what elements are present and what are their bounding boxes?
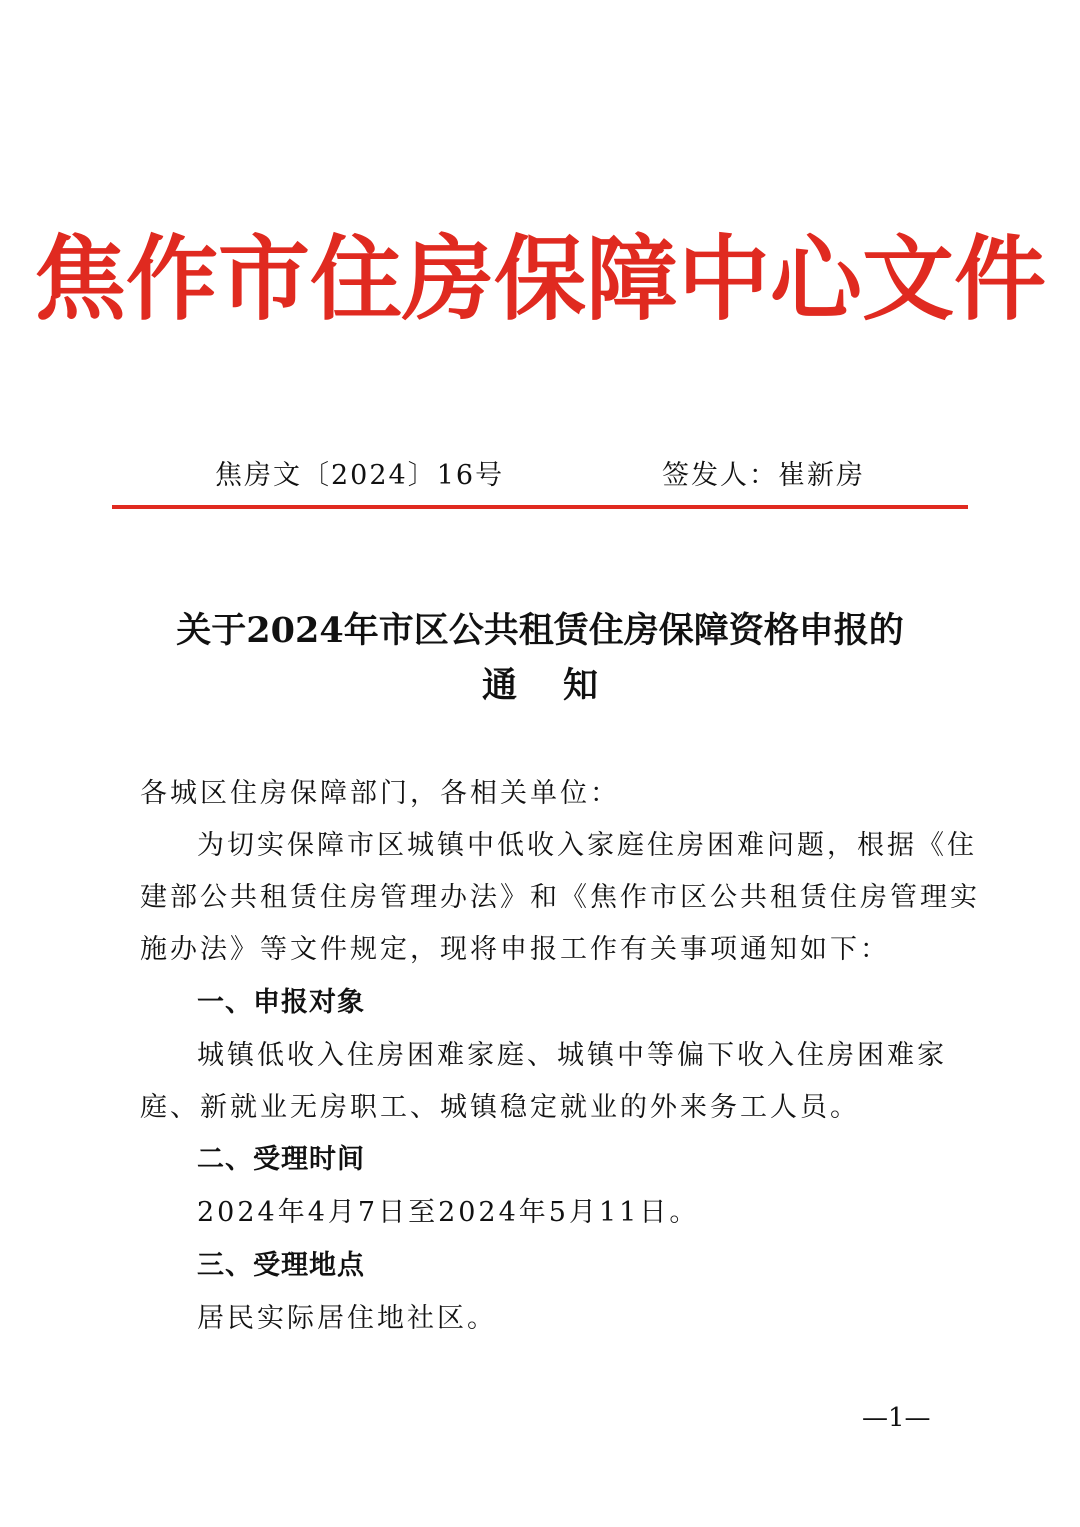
document-masthead: 焦作市住房保障中心文件 — [33, 226, 1046, 333]
section-text-line: 居民实际居住地社区。 — [197, 1303, 497, 1334]
salutation: 各城区住房保障部门，各相关单位： — [140, 778, 620, 809]
notice-title-line-1: 关于2024年市区公共租赁住房保障资格申报的 — [176, 610, 904, 651]
page-number: —1— — [862, 1403, 931, 1433]
intro-line: 施办法》等文件规定，现将申报工作有关事项通知如下： — [140, 934, 890, 965]
red-separator-line — [112, 505, 968, 509]
notice-title-line-2: 通知 — [481, 665, 644, 706]
section-text-line: 2024年4月7日至2024年5月11日。 — [197, 1197, 700, 1228]
intro-line: 为切实保障市区城镇中低收入家庭住房困难问题，根据《住 — [197, 830, 977, 861]
intro-line: 建部公共租赁住房管理办法》和《焦作市区公共租赁住房管理实 — [140, 882, 980, 913]
section-text-line: 城镇低收入住房困难家庭、城镇中等偏下收入住房困难家 — [197, 1040, 947, 1071]
section-heading-location: 三、受理地点 — [197, 1250, 365, 1281]
document-signer: 签发人：崔新房 — [662, 460, 865, 491]
section-heading-applicants: 一、申报对象 — [197, 987, 365, 1018]
document-number: 焦房文〔2024〕16号 — [215, 460, 505, 491]
section-heading-time: 二、受理时间 — [197, 1144, 365, 1175]
section-text-line: 庭、新就业无房职工、城镇稳定就业的外来务工人员。 — [140, 1092, 860, 1123]
